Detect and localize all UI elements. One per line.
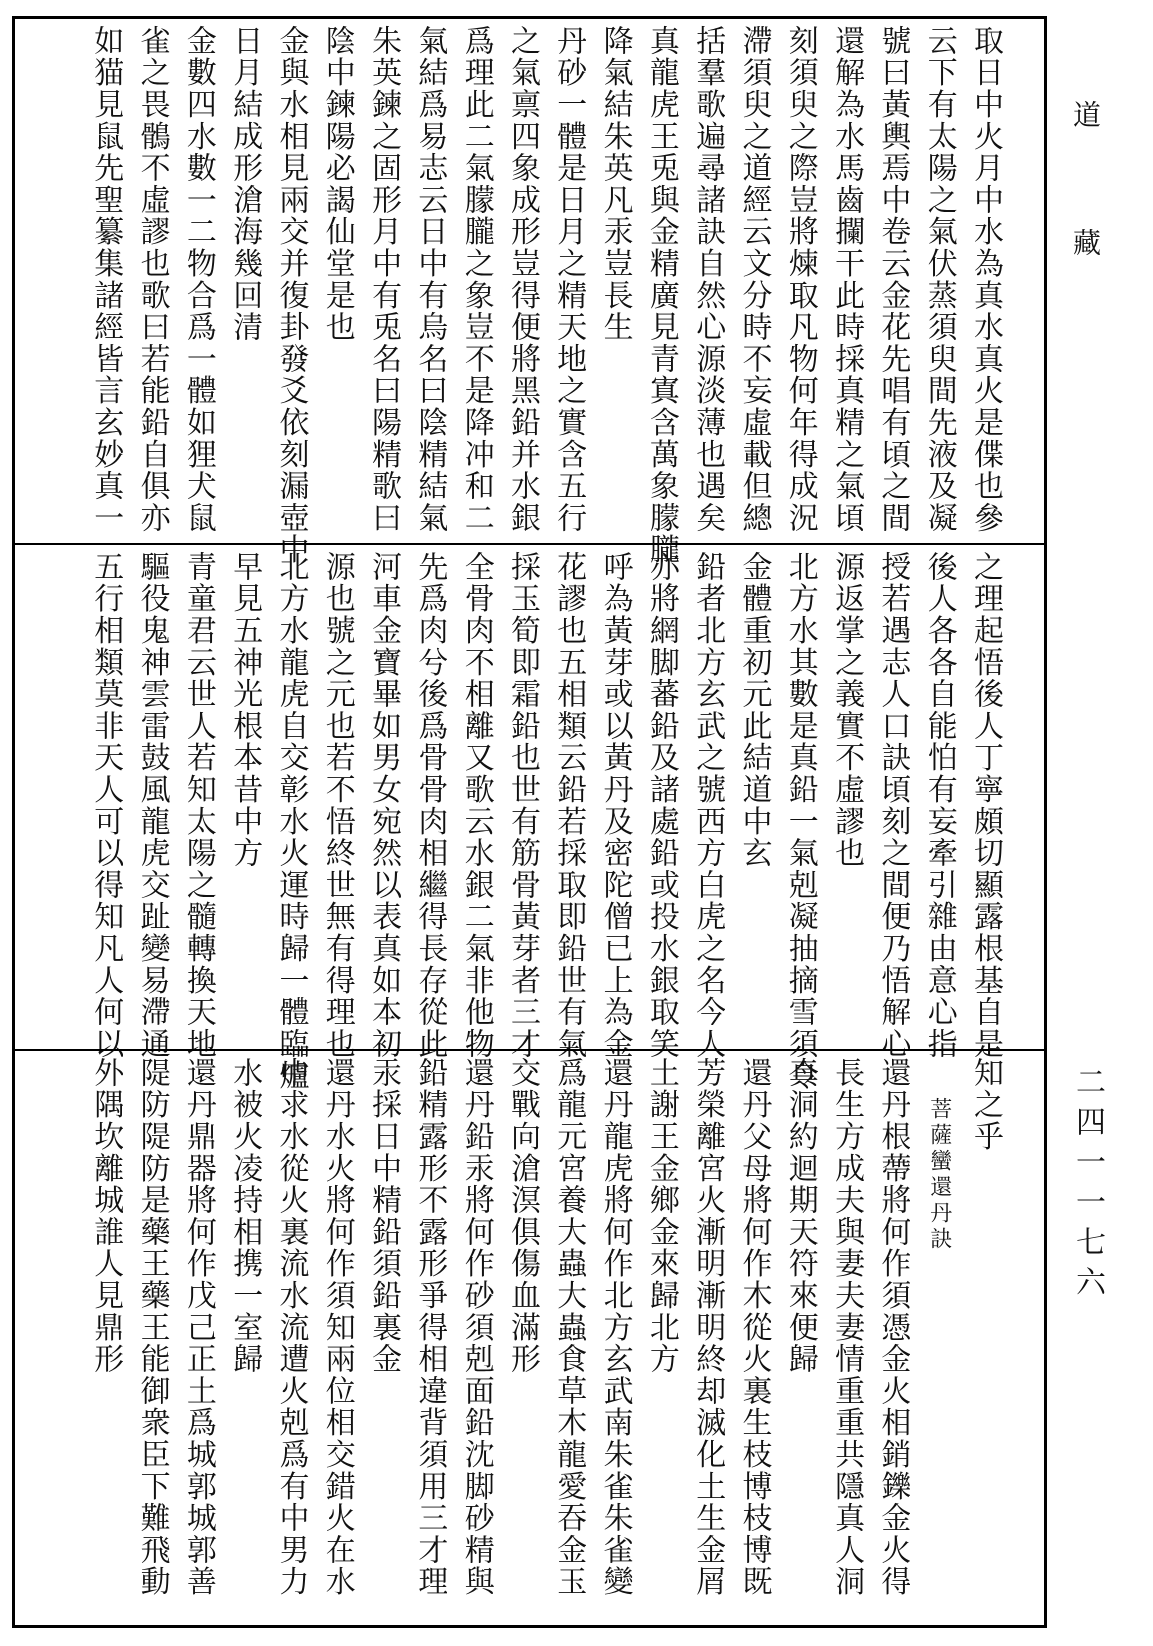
text-column: 青童君云世人若知太陽之髓轉換天地 <box>180 551 216 1060</box>
text-band-bottom <box>15 1051 1044 1625</box>
text-column: 中求水從火裏流水流遭火剋爲有中男力 <box>273 1057 309 1598</box>
text-column: 還丹鉛汞將何作砂須剋面鉛沈脚砂精與 <box>458 1057 494 1598</box>
text-column: 源也號之元也若不悟終世無有得理也 <box>319 551 355 1060</box>
text-band-top <box>15 19 1044 566</box>
text-column: 還丹鼎器將何作戊己正土爲城郭城郭善 <box>180 1057 216 1598</box>
text-column: 知之乎 <box>968 1057 1003 1153</box>
text-column: 長生方成夫與妻夫妻情重重共隱真人洞 <box>829 1057 865 1598</box>
text-column: 驅役鬼神雲雷鼓風龍虎交趾變易滯通 <box>134 551 170 1060</box>
text-column: 外隅坎離城誰人見鼎形 <box>88 1057 124 1375</box>
text-column: 鉛精露形不露形爭得相違背須用三才理 <box>412 1057 448 1598</box>
text-column: 汞採日中精鉛須鉛裏金 <box>366 1057 402 1375</box>
text-column: 授若遇志人口訣頃刻之間便乃悟解心 <box>875 551 911 1060</box>
text-column: 隄防隄防是藥王藥王能御衆臣下難飛動 <box>134 1057 170 1598</box>
text-column: 鉛者北方玄武之號西方白虎之名今人 <box>690 551 726 1060</box>
text-column: 交戰向滄溟俱傷血滿形 <box>505 1057 540 1375</box>
text-column: 號曰黃輿焉中卷云金花先唱有頃之間 <box>875 25 911 534</box>
text-column: 菩薩蠻還丹訣 <box>926 1097 952 1253</box>
text-column: 朱英鍊之固形月中有兎名曰陽精歌曰 <box>366 25 402 534</box>
text-column: 花謬也五相類云鉛若採取即鉛世有氣 <box>551 551 587 1060</box>
text-column: 丹砂一體是日月之精天地之實含五行 <box>551 25 587 534</box>
text-column: 爲龍元宮養大蟲大蟲食草木龍愛吞金玉 <box>551 1057 587 1598</box>
text-column: 爲理此二氣朦朧之象豈不是降冲和二 <box>458 25 494 534</box>
text-column: 雀之畏鶻不虛謬也歌曰若能鉛自俱亦 <box>134 25 170 534</box>
text-column: 呼為黃芽或以黃丹及密陀僧已上為金 <box>597 551 633 1060</box>
text-column: 之理起悟後人丁寧頗切顯露根基自是 <box>968 551 1003 1060</box>
text-column: 先爲肉兮後爲骨骨肉相繼得長存從此 <box>412 551 448 1060</box>
text-column: 土謝王金鄉金來歸北方 <box>643 1057 679 1375</box>
text-column: 刻須臾之際豈將煉取凡物何年得成況 <box>782 25 818 534</box>
canon-title: 道藏 <box>1069 100 1102 356</box>
text-column: 金數四水數一二物合爲一體如狸犬鼠 <box>180 25 216 534</box>
text-column: 還丹父母將何作木從火裏生枝博枝博既 <box>736 1057 772 1598</box>
text-column: 真洞約迴期天符來便歸 <box>782 1057 818 1375</box>
text-column: 還丹水火將何作須知兩位相交錯火在水 <box>319 1057 355 1598</box>
text-column: 如猫見鼠先聖纂集諸經皆言玄妙真一 <box>88 25 124 534</box>
text-column: 金體重初元此結道中玄 <box>736 551 772 869</box>
text-column: 源返掌之義實不虛謬也 <box>829 551 865 869</box>
text-band-middle <box>15 545 1044 1092</box>
text-column: 取日中火月中水為真水真火是偞也參 <box>968 25 1003 534</box>
text-column: 水被火凌持相携一室歸 <box>227 1057 263 1375</box>
text-column: 滯須臾之道經云文分時不妄虛載但總 <box>736 25 772 534</box>
text-column: 採玉筍即霜鉛也世有筋骨黃芽者三才 <box>505 551 540 1060</box>
text-column: 亦將網脚蕃鉛及諸處鉛或投水銀取笑 <box>643 551 679 1060</box>
page-number: 二四一一七六 <box>1070 1066 1105 1306</box>
text-column: 芳榮離宮火漸明漸明終却滅化土生金屑 <box>690 1057 726 1598</box>
text-frame <box>12 16 1047 1628</box>
text-column: 云下有太陽之氣伏蒸須臾間先液及凝 <box>921 25 957 534</box>
text-column: 全骨肉不相離又歌云水銀二氣非他物 <box>458 551 494 1060</box>
text-column: 北方水龍虎自交彰水火運時歸一體臨爐 <box>273 551 309 1092</box>
text-column: 陰中鍊陽必謁仙堂是也 <box>319 25 355 343</box>
text-column: 還解為水馬齒攔干此時採真精之氣頃 <box>829 25 865 534</box>
text-column: 五行相類莫非天人可以得知凡人何以 <box>88 551 124 1060</box>
text-column: 日月結成形滄海幾回清 <box>227 25 263 343</box>
text-column: 之氣禀四象成形豈得便將黑鉛并水銀 <box>505 25 540 534</box>
text-column: 括羣歌遍尋諸訣自然心源淡薄也遇矣 <box>690 25 726 534</box>
text-column: 河車金寶畢如男女宛然以表真如本初 <box>366 551 402 1060</box>
text-column: 北方水其數是真鉛一氣剋凝抽摘雪須令 <box>782 551 818 1092</box>
text-column: 真龍虎王兎與金精廣見青寘含萬象朦朧 <box>643 25 679 566</box>
text-column: 氣結爲易志云日中有烏名曰陰精結氣 <box>412 25 448 534</box>
text-column: 還丹龍虎將何作北方玄武南朱雀朱雀變 <box>597 1057 633 1598</box>
text-column: 還丹根蔕將何作須憑金火相銷鑠金火得 <box>875 1057 911 1598</box>
text-column: 降氣結朱英凡汞豈長生 <box>597 25 633 343</box>
text-column: 早見五神光根本昔中方 <box>227 551 263 869</box>
text-column: 後人各各自能怕有妄牽引雜由意心指 <box>921 551 957 1060</box>
text-column: 金與水相見兩交并復卦發爻依刻漏壺中 <box>273 25 309 566</box>
